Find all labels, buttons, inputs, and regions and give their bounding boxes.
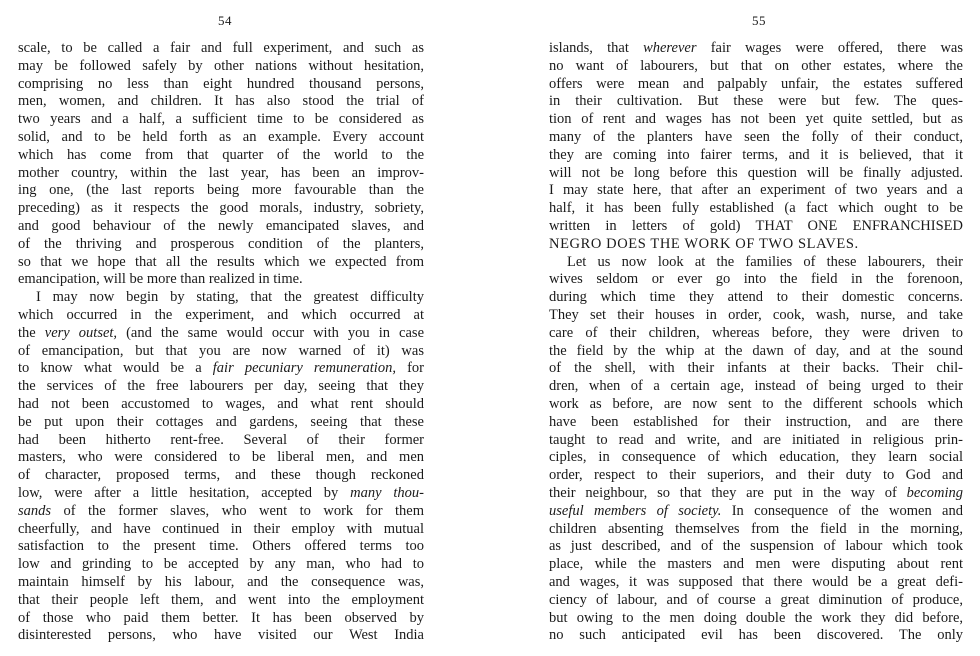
text-line: be put upon their cottages and gardens, seeing that these [18, 413, 424, 430]
book-gutter [480, 0, 500, 656]
text-run: (and the same would occur with you in case [117, 324, 424, 341]
text-line [18, 485, 424, 503]
text-line: as just described, and of the suspension of labour which took [549, 538, 963, 555]
text-line: tion of rent and wages has not been yet quite settled, but as [549, 111, 963, 128]
text-line: no want of labourers, but that on other estates, where the [549, 57, 963, 74]
page-number-right: 55 [752, 13, 766, 28]
text-line: masters, who were considered to be liberal men, and men [18, 449, 424, 466]
text-line: comprising no less than eight hundred thousand persons, [18, 75, 424, 92]
right-page-text [549, 40, 963, 645]
text-line: they are coming into fairer terms, and it is believed, that it [549, 146, 963, 163]
text-line: two years and a half, a sufficient time to be considered as [18, 111, 424, 128]
text-line [549, 40, 963, 58]
text-line [18, 325, 424, 343]
text-line: ciency of labour, and of course a great diminution of produce, [549, 591, 963, 608]
text-line: men, women, and children. It has also stood the trial of [18, 93, 424, 110]
text-line: no such anticipated evil has been discovered. The only [549, 627, 963, 644]
text-run: the [18, 324, 45, 341]
text-line: the field by the whip at the dawn of day, and at the sound [549, 342, 963, 359]
text-line: so that we hope that all the results which we expected from [18, 253, 424, 270]
text-line: but owing to the men doing double the work they did before, [549, 609, 963, 626]
text-line: Let us now look at the families of these labourers, their [567, 253, 963, 270]
text-line: satisfaction to the present time. Others offered terms too [18, 538, 424, 555]
italic-text-run: many thou- [350, 484, 424, 501]
text-line: solid, and to be held forth as an example. Every account [18, 128, 424, 145]
text-line [549, 503, 963, 521]
text-run: their neighbour, so that they are put in the way of [549, 484, 907, 501]
text-run: low, were after a little hesitation, accepted by [18, 484, 351, 501]
text-line: cheerfully, and have continued in their employ with mutual [18, 520, 424, 537]
text-line: wives seldom or ever go into the field in the forenoon, [549, 271, 963, 288]
text-line: ing one, (the last reports being more favourable than the [18, 182, 424, 199]
text-line: care of their children, whereas before, they were driven to [549, 324, 963, 341]
right-page [540, 0, 980, 656]
text-line: preceding) as it respects the good morals, industry, sobriety, [18, 200, 424, 217]
italic-text-run: wherever [643, 40, 697, 56]
text-line: children absenting themselves from the field in the morning, [549, 520, 963, 537]
text-line: of the thriving and prosperous condition of the planters, [18, 235, 424, 252]
text-line: which has come from that quarter of the world to the [18, 146, 424, 163]
italic-text-run: useful members of society. [549, 502, 722, 519]
text-line: the services of the free labourers per day, seeing that they [18, 378, 424, 395]
text-line: order, respect to their superiors, and their duty to God and [549, 467, 963, 484]
text-line: NEGRO DOES THE WORK OF TWO SLAVES. [549, 235, 859, 252]
text-line: scale, to be called a fair and full experiment, and such as [18, 40, 424, 56]
text-line: and wages, it was supposed that there would be a great defi- [549, 573, 963, 590]
text-line: disinterested persons, who have visited our West India [18, 627, 424, 644]
text-line: had not been accustomed to wages, and what rent should [18, 395, 424, 412]
text-line: taught to read and write, and are initiated in religious prin- [549, 431, 963, 448]
text-run: of the former slaves, who went to work for them [51, 502, 424, 519]
text-line: work as before, are now sent to the different schools which [549, 395, 963, 412]
text-line: that their people left them, and went into the employment [18, 591, 424, 608]
text-line: half, it has been fully established (a fact which ought to be [549, 200, 963, 217]
italic-text-run: becoming [906, 484, 963, 501]
text-line: in their cultivation. But these were but few. The ques- [549, 93, 963, 110]
text-line: low and grinding to be accepted by any man, who had to [18, 556, 424, 573]
text-line: offers were mean and palpably unfair, the estates suffered [549, 75, 963, 92]
text-line: maintain himself by his labour, and the consequence was, [18, 573, 424, 590]
text-line: have been established for their instruction, and are there [549, 413, 963, 430]
text-line: of those who paid them better. It has been observed by [18, 609, 424, 626]
text-line: place, while the masters and men were disputing about rent [549, 556, 963, 573]
text-line [18, 503, 424, 521]
text-line: which occurred in the experiment, and which occurred at [18, 306, 424, 323]
text-line: may be followed safely by other nations without hesitation, [18, 57, 424, 74]
text-run: In consequence of the women and [721, 502, 963, 519]
text-line: many of the planters have seen the folly of their conduct, [549, 128, 963, 145]
italic-text-run: fair pecuniary remuneration, [212, 360, 396, 377]
text-line: mother country, within the last year, has been an improv- [18, 164, 424, 181]
text-run: fair wages were offered, there was [696, 40, 963, 56]
text-line: I may now begin by stating, that the greatest difficulty [36, 289, 424, 306]
text-run: islands, that [549, 40, 644, 56]
left-page-text [18, 40, 424, 645]
text-line: emancipation, will be more than realized in time. [18, 271, 303, 288]
text-line: of character, proposed terms, and these though reckoned [18, 467, 424, 484]
text-run: to know what would be a [18, 360, 213, 377]
text-line: will not be long before this question will be finally adjusted. [549, 164, 963, 181]
italic-text-run: sands [18, 502, 52, 519]
page-number-left: 54 [218, 13, 232, 28]
text-line [18, 360, 424, 378]
text-line: of emancipation, but that you are now warned of it) was [18, 342, 424, 359]
text-line: They set their houses in order, cook, wash, nurse, and take [549, 306, 963, 323]
text-run: for [395, 360, 424, 377]
text-line: dren, when of a certain age, instead of being urged to their [549, 378, 963, 395]
text-line: I may state here, that after an experiment of two years and a [549, 182, 963, 199]
text-line: and good behaviour of the newly emancipated slaves, and [18, 217, 424, 234]
text-line: had been hitherto rent-free. Several of their former [18, 431, 424, 448]
text-line: of the shell, with their infants at their backs. Their chil- [549, 360, 963, 377]
left-page [0, 0, 460, 656]
text-line [549, 485, 963, 503]
text-line: ciples, in consequence of which education, they learn social [549, 449, 963, 466]
text-line: during which time they attend to their domestic concerns. [549, 289, 963, 306]
text-line: written in letters of gold) THAT ONE ENFRANCHISED [549, 217, 963, 234]
italic-text-run: very outset, [44, 324, 118, 341]
